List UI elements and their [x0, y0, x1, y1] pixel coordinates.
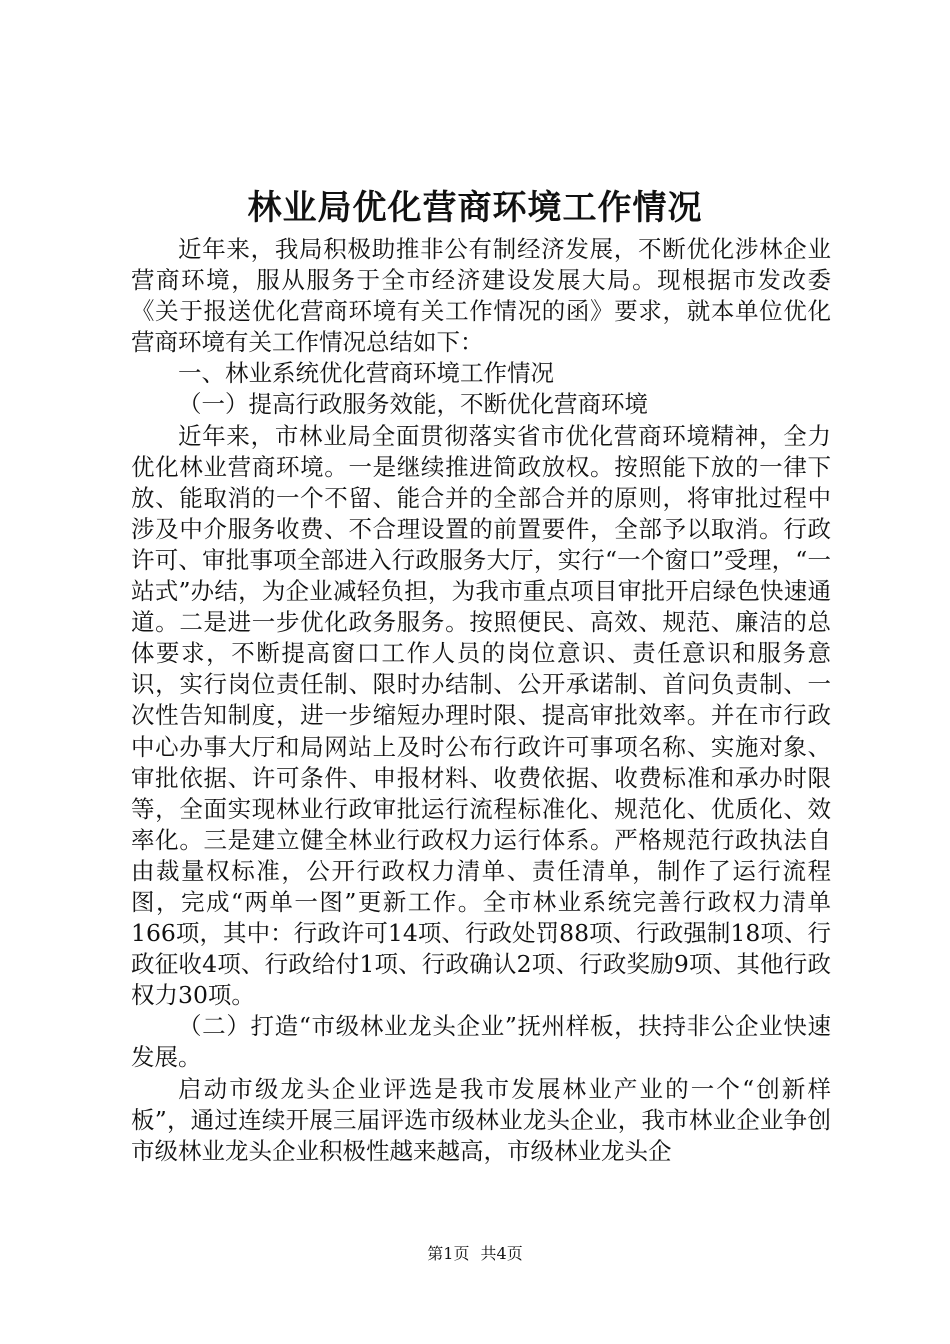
section-heading-1: 一、林业系统优化营商环境工作情况 [178, 359, 554, 388]
page-footer [0, 1244, 950, 1264]
subsection-heading-1: （一）提高行政服务效能，不断优化营商环境 [178, 390, 648, 419]
body-paragraph-1: 近年来，市林业局全面贯彻落实省市优化营商环境精神，全力优化林业营商环境。一是继续推进简政放权。按照能下放的一律下放、能取消的一个不留、能合并的全部合并的原则，将审批过程中涉及中介服务收费、不合理设置的前置要件，全部予以取消。行政许可、审批事项全部进入行政服务大厅，实行“一个窗口”受理，“一站式”办结，为企业减轻负担，为我市重点项目审批开启绿色快速通道。二是进一步优化政务服务。按照便民、高效、规范、廉洁的总体要求，不断提高窗口工作人员的岗位意识、责任意识和服务意识，实行岗位责任制、限时办结制、公开承诺制、首问负责制、一次性告知制度，进一步缩短办理时限、提高审批效率。并在市行政中心办事大厅和局网站上及时公布行政许可事项名称、实施对象、审批依据、许可条件、申报材料、收费依据、收费标准和承办时限等，全面实现林业行政审批运行流程标准化、规范化、优质化、效率化。三是建立健全林业行政权力运行体系。严格规范行政执法自由裁量权标准，公开行政权力清单、责任清单，制作了运行流程图，完成“两单一图”更新工作。全市林业系统完善行政权力清单166项，其中：行政许可14项、行政处罚88项、行政强制18项、行政征收4项、行政给付1项、行政确认2项、行政奖励9项、其他行政权力30项。 [131, 421, 831, 1010]
intro-paragraph: 近年来，我局积极助推非公有制经济发展，不断优化涉林企业营商环境，服从服务于全市经济建设发展大局。现根据市发改委《关于报送优化营商环境有关工作情况的函》要求，就本单位优化营商环境有关工作情况总结如下： [131, 235, 831, 357]
document-body [131, 234, 831, 1167]
body-paragraph-2: 启动市级龙头企业评选是我市发展林业产业的一个“创新样板”，通过连续开展三届评选市级林业龙头企业，我市林业企业争创市级林业龙头企业积极性越来越高，市级林业龙头企 [131, 1074, 831, 1165]
subsection-heading-2: （二）打造“市级林业龙头企业”抚州样板，扶持非公企业快速发展。 [131, 1012, 831, 1072]
document-title: 林业局优化营商环境工作情况 [247, 188, 703, 228]
page-number-current: 第1页 [427, 1244, 470, 1263]
page-number-total: 共4页 [480, 1244, 523, 1263]
